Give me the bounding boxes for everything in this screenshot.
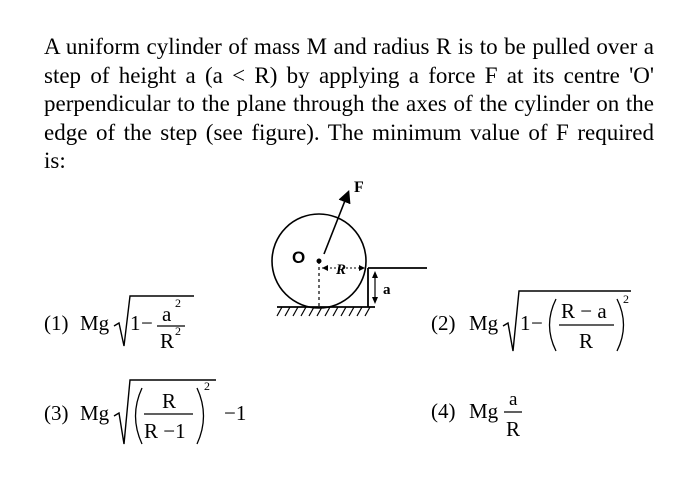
option-3[interactable] <box>44 372 264 452</box>
denominator-exponent: 2 <box>175 324 181 338</box>
minus-sign: − <box>141 311 153 335</box>
height-label: a <box>383 282 391 298</box>
fraction-denominator: R <box>579 329 594 353</box>
question-line: edge of the step (see figure). The minimum value of F required <box>44 119 654 145</box>
fraction-numerator: a <box>509 389 518 410</box>
left-paren <box>550 299 557 351</box>
option-prefix: Mg <box>469 399 499 423</box>
option-prefix: Mg <box>469 311 499 335</box>
question-line: A uniform cylinder of mass M and radius R is to be pulled over a <box>44 34 654 59</box>
radius-arrow-right <box>359 265 365 271</box>
question-text <box>44 33 654 176</box>
option-number: (3) <box>44 401 69 425</box>
option-prefix: Mg <box>80 401 110 425</box>
centre-label: O <box>292 248 306 267</box>
cylinder-step-figure <box>262 170 432 320</box>
sqrt-sign <box>114 296 194 346</box>
height-arrow-bottom <box>372 297 378 304</box>
term-one: 1 <box>130 311 141 335</box>
fraction-denominator: R −1 <box>144 419 186 443</box>
question-line: step of height a (a < R) by applying a force F at its centre 'O' <box>44 62 654 88</box>
right-paren <box>617 299 624 351</box>
option-prefix: Mg <box>80 311 110 335</box>
left-paren <box>136 388 143 444</box>
right-paren <box>197 388 204 444</box>
option-1[interactable] <box>44 288 224 358</box>
question-line: is: <box>44 148 66 173</box>
fraction-denominator: R <box>160 329 175 353</box>
exponent: 2 <box>623 292 629 306</box>
force-label: F <box>354 179 364 196</box>
option-4[interactable] <box>431 385 551 450</box>
fraction-denominator: R <box>506 417 521 441</box>
question-line: perpendicular to the plane through the axes of the cylinder on the <box>44 91 654 116</box>
radius-arrow-left <box>322 265 328 271</box>
minus-sign: − <box>531 311 543 335</box>
fraction-numerator: R − a <box>561 299 607 323</box>
numerator-exponent: 2 <box>175 296 181 310</box>
option-number: (1) <box>44 311 69 335</box>
term-one: 1 <box>520 311 531 335</box>
minus-one: −1 <box>224 401 247 425</box>
height-arrow-top <box>372 271 378 278</box>
radius-label: R <box>336 262 347 278</box>
exponent: 2 <box>204 379 210 393</box>
centre-point <box>317 259 322 264</box>
fraction-numerator: a <box>162 302 172 326</box>
fraction-numerator: R <box>162 389 177 413</box>
force-arrow <box>324 193 348 254</box>
option-number: (4) <box>431 399 456 423</box>
option-number: (2) <box>431 311 456 335</box>
option-2[interactable] <box>431 285 641 360</box>
